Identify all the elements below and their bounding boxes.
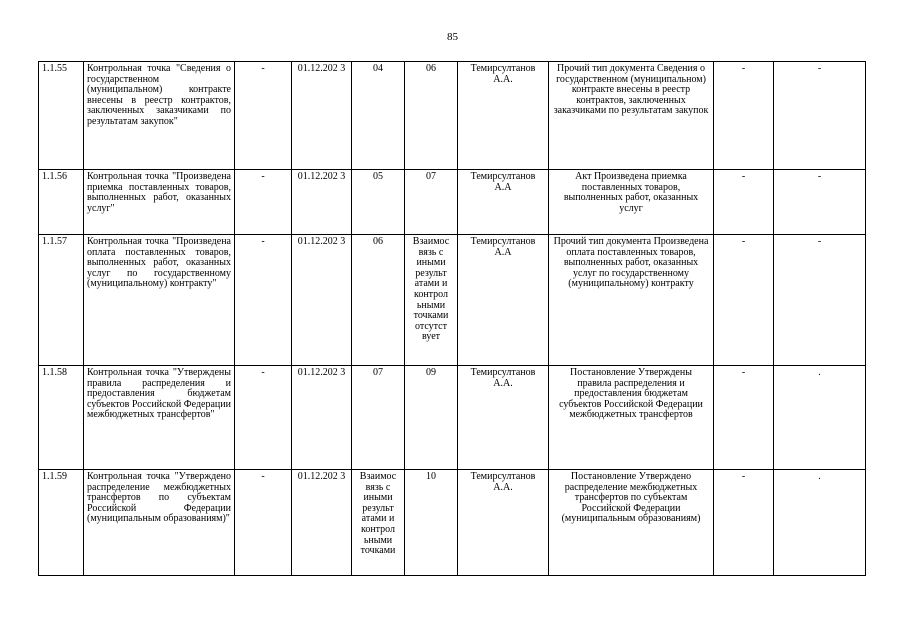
linked-code-cell: 09: [405, 366, 458, 470]
predecessor-cell: -: [235, 170, 292, 235]
due-date-cell: 01.12.202 3: [292, 366, 352, 470]
extra-cell-2: .: [774, 366, 866, 470]
control-points-table: [38, 61, 866, 576]
responsible-cell: Темирсултанов А.А: [458, 170, 549, 235]
document-type-cell: Акт Произведена приемка поставленных товаров, выполненных работ, оказанных услуг: [549, 170, 714, 235]
extra-cell-1: -: [714, 235, 774, 366]
control-point-name-cell: Контрольная точка "Сведения о государственном (муниципальном) контракте внесены в реестр контрактов, заключенных заказчиками по результатам закупок": [84, 62, 235, 170]
linked-code-cell: 07: [405, 170, 458, 235]
extra-cell-1: -: [714, 62, 774, 170]
document-type-cell: Прочий тип документа Сведения о государственном (муниципальном) контракте внесены в реестр контрактов, заключенных заказчиками по результатам закупок: [549, 62, 714, 170]
predecessor-cell: -: [235, 62, 292, 170]
control-point-name-cell: Контрольная точка "Произведена оплата поставленных товаров, выполненных работ, оказанных услуг по государственному (муниципальному) контракту": [84, 235, 235, 366]
extra-cell-2: -: [774, 235, 866, 366]
due-date-cell: 01.12.202 3: [292, 470, 352, 576]
page-number: 85: [447, 31, 458, 43]
row-number-cell: 1.1.55: [39, 62, 84, 170]
row-number-cell: 1.1.56: [39, 170, 84, 235]
table-row: [39, 366, 866, 470]
table-row: [39, 170, 866, 235]
due-date-cell: 01.12.202 3: [292, 235, 352, 366]
code-cell: 07: [352, 366, 405, 470]
responsible-cell: Темирсултанов А.А: [458, 235, 549, 366]
table-row: [39, 235, 866, 366]
extra-cell-1: -: [714, 366, 774, 470]
extra-cell-1: -: [714, 170, 774, 235]
extra-cell-2: .: [774, 470, 866, 576]
control-point-name-cell: Контрольная точка "Утверждены правила распределения и предоставления бюджетам субъектов Российской Федерации межбюджетных трансфертов": [84, 366, 235, 470]
code-cell: 04: [352, 62, 405, 170]
control-point-name-cell: Контрольная точка "Произведена приемка поставленных товаров, выполненных работ, оказанных услуг": [84, 170, 235, 235]
responsible-cell: Темирсултанов А.А.: [458, 366, 549, 470]
extra-cell-2: -: [774, 62, 866, 170]
table-row: [39, 470, 866, 576]
linked-code-cell: 06: [405, 62, 458, 170]
predecessor-cell: -: [235, 366, 292, 470]
due-date-cell: 01.12.202 3: [292, 62, 352, 170]
code-cell: 05: [352, 170, 405, 235]
code-cell: 06: [352, 235, 405, 366]
responsible-cell: Темирсултанов А.А.: [458, 470, 549, 576]
document-type-cell: Прочий тип документа Произведена оплата поставленных товаров, выполненных работ, оказанных услуг по государственному (муниципальному) контракту: [549, 235, 714, 366]
linked-code-cell: 10: [405, 470, 458, 576]
document-type-cell: Постановление Утверждены правила распределения и предоставления бюджетам субъектов Российской Федерации межбюджетных трансфертов: [549, 366, 714, 470]
extra-cell-1: -: [714, 470, 774, 576]
predecessor-cell: -: [235, 235, 292, 366]
row-number-cell: 1.1.59: [39, 470, 84, 576]
linked-code-cell: Взаимос вязь с иными результ атами и контрол ьными точками отсутст вует: [405, 235, 458, 366]
responsible-cell: Темирсултанов А.А.: [458, 62, 549, 170]
extra-cell-2: -: [774, 170, 866, 235]
row-number-cell: 1.1.57: [39, 235, 84, 366]
table-row: [39, 62, 866, 170]
code-cell: Взаимос вязь с иными результ атами и контрол ьными точками: [352, 470, 405, 576]
control-point-name-cell: Контрольная точка "Утверждено распределение межбюджетных трансфертов по субъектам Российской Федерации (муниципальным образованиям)": [84, 470, 235, 576]
document-type-cell: Постановление Утверждено распределение межбюджетных трансфертов по субъектам Российской Федерации (муниципальным образованиям): [549, 470, 714, 576]
due-date-cell: 01.12.202 3: [292, 170, 352, 235]
predecessor-cell: -: [235, 470, 292, 576]
row-number-cell: 1.1.58: [39, 366, 84, 470]
